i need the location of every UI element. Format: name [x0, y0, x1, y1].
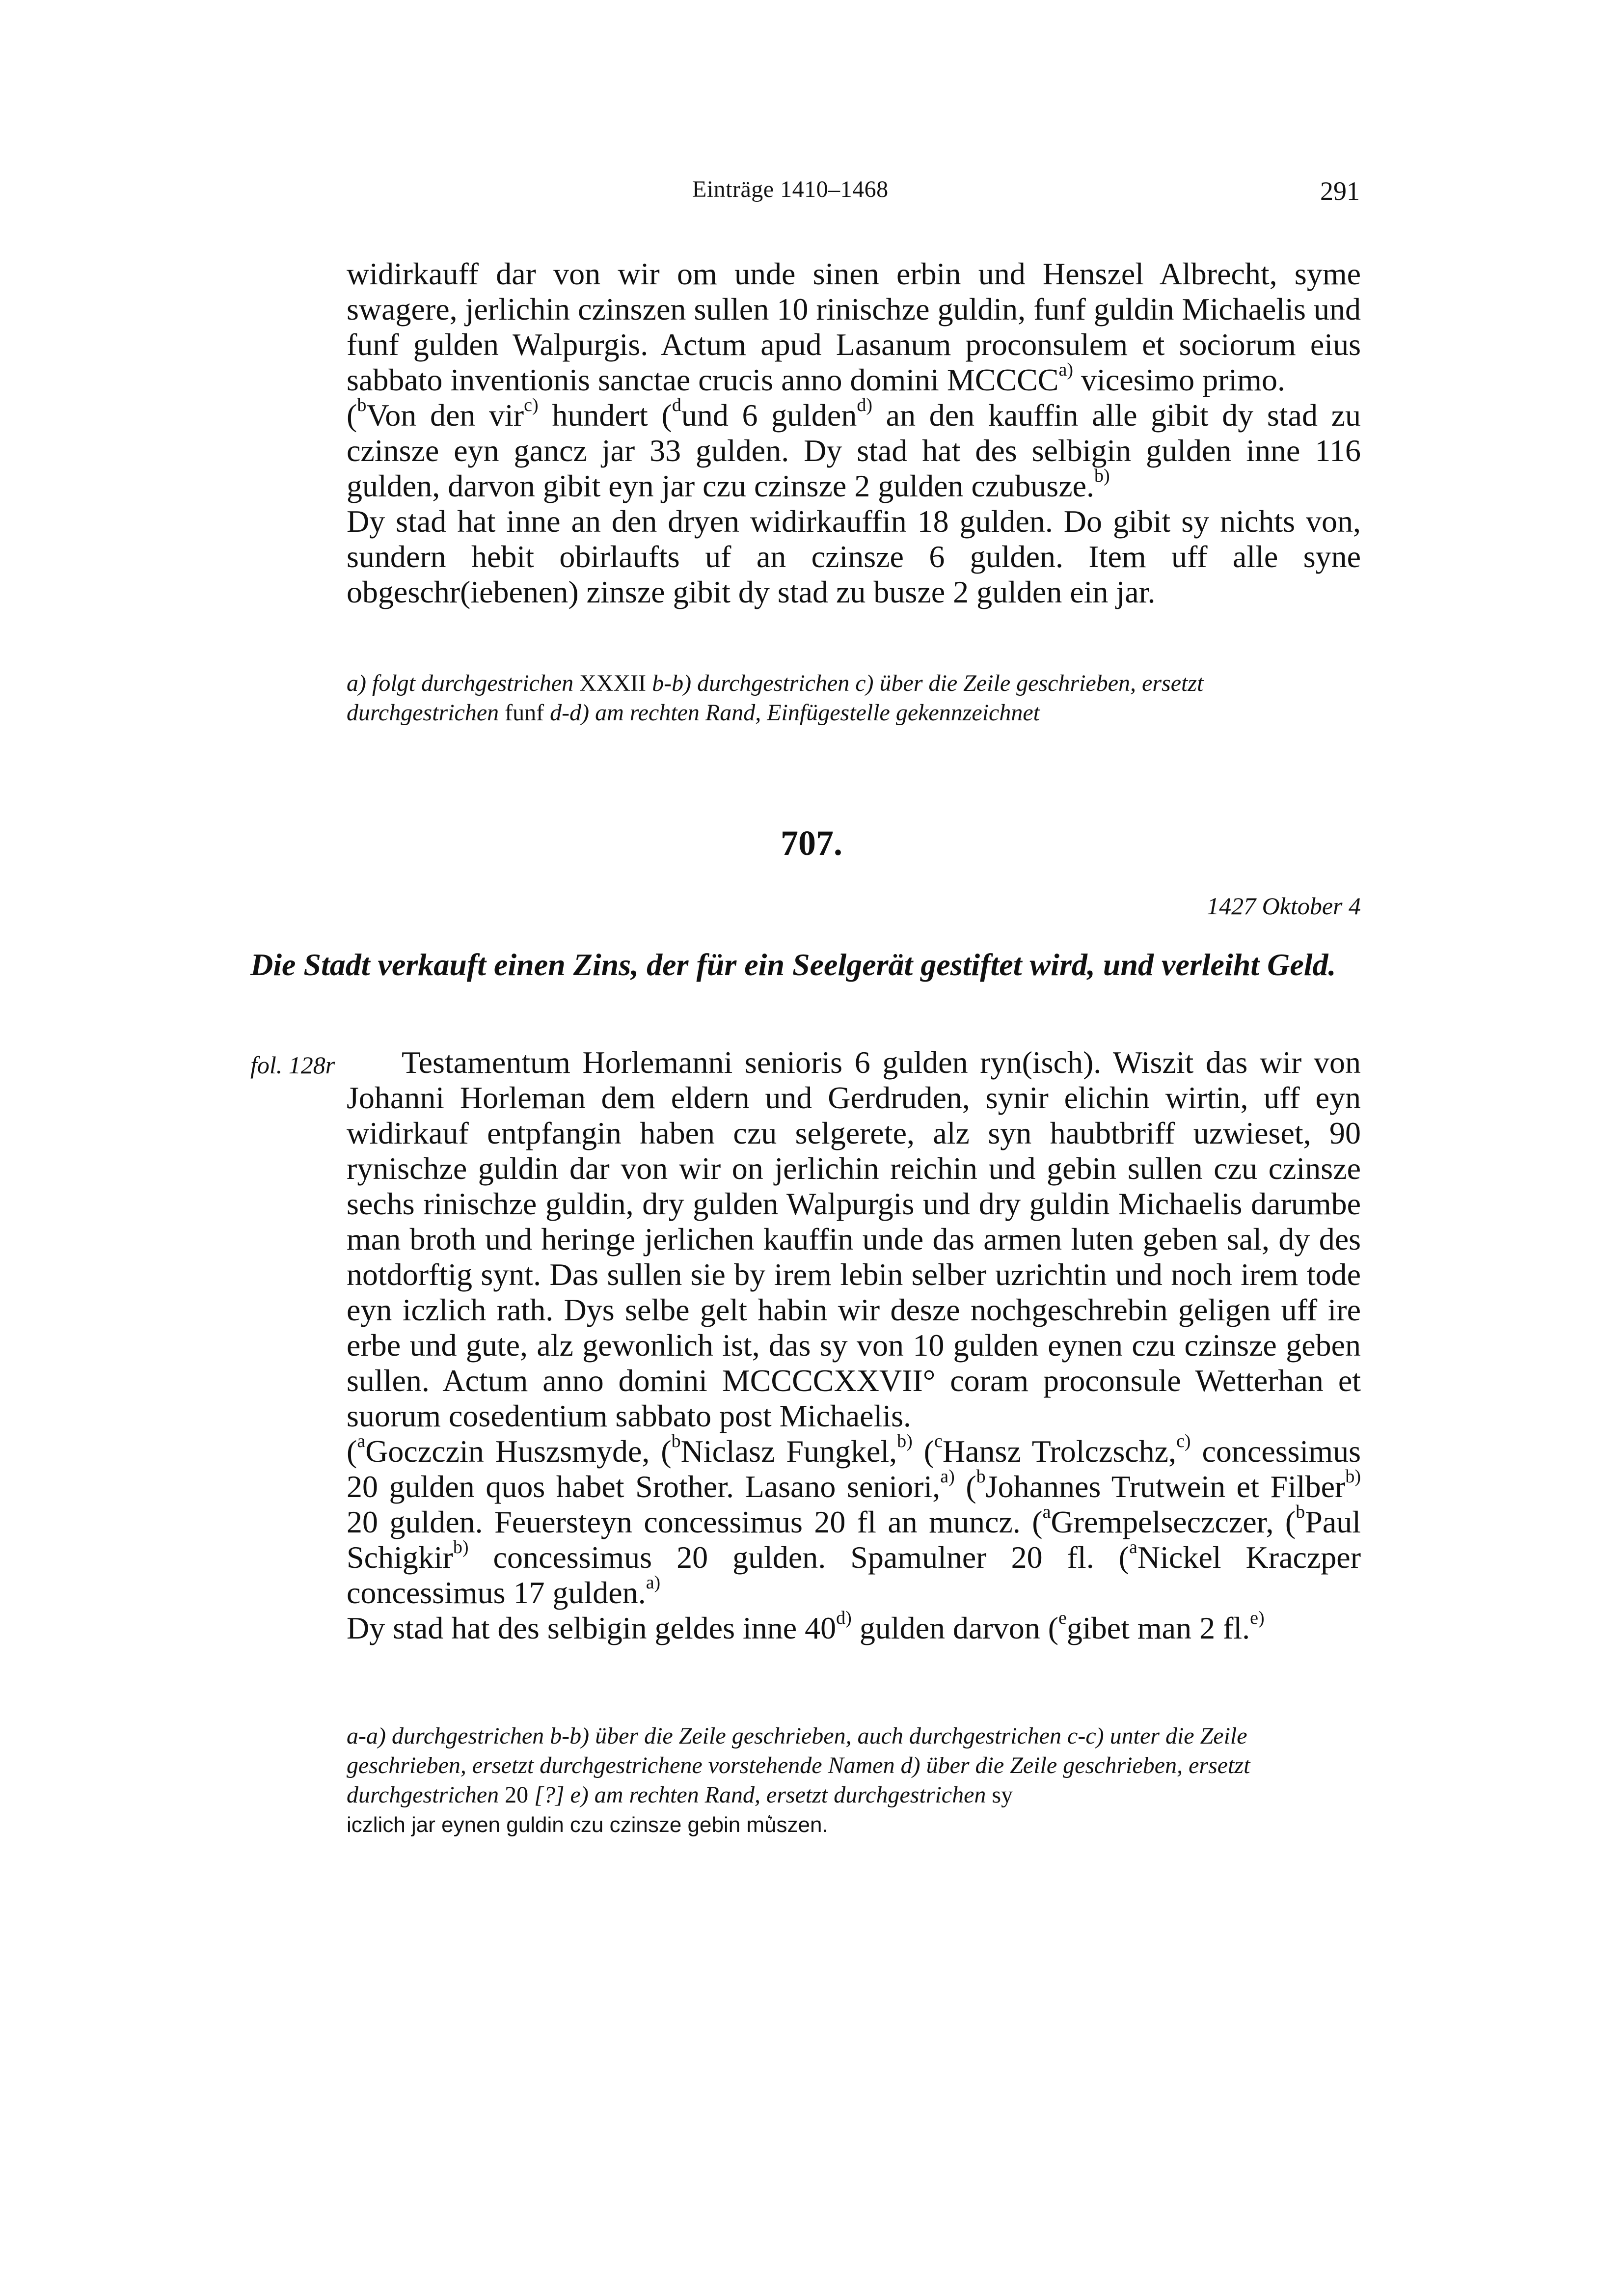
page-header	[692, 176, 1360, 215]
paragraph: Dy stad hat des selbigin geldes inne 40$^{d)}$ gulden darvon ($^e$gibet man 2 fl.$^{e)}$	[347, 1608, 1265, 1645]
entry-title: Die Stadt verkauft einen Zins, der für ein Seelgerät gestiftet wird, und verleiht Geld.	[250, 947, 1336, 982]
footnotes-1: a) folgt durchgestrichen XXXII b-b) durchgestrichen c) über die Zeile geschrieben, ersetzt durchgestrichen funf d-d) am rechten Rand, Einfügestelle gekennzeichnet	[347, 670, 1204, 726]
footnotes-2: a-a) durchgestrichen b-b) über die Zeile geschrieben, auch durchgestrichen c-c) unter die Zeile geschrieben, ersetzt durchgestrichene vorstehende Namen d) über die Zeile geschrieben, ersetzt durchgestrichen 20 [?] e) am rechten Rand, ersetzt durchgestrichen sy iczlich jar eynen guldin czu czinsze gebin mu͛szen.	[347, 1723, 1250, 1837]
running-title: Einträge 1410–1468	[692, 176, 889, 202]
entry-text	[347, 1045, 1361, 1646]
page-number: 291	[1320, 176, 1360, 206]
paragraph: widirkauff dar von wir om unde sinen erbin und Henszel Albrecht, syme swagere, jerlichin czinszen sullen 10 rinischze guldin, funf guldin Michaelis und funf gulden Walpurgis. Actum apud Lasanum proconsulem et sociorum eius sabbato inventionis sanctae crucis anno domini MCCCC$^{a)}$ vicesimo primo.	[347, 256, 1361, 397]
folio-reference: fol. 128r	[250, 1051, 335, 1079]
entry-number: 707.	[781, 823, 842, 863]
paragraph: Dy stad hat inne an den dryen widirkauffin 18 gulden. Do gibit sy nichts von, sundern hebit obirlaufts uf an czinsze 6 gulden. Item uff alle syne obgeschr(iebenen) zinsze gibit dy stad zu busze 2 gulden ein jar.	[347, 504, 1361, 609]
paragraph: Testamentum Horlemanni senioris 6 gulden ryn(isch). Wiszit das wir von Johanni Horleman dem eldern und Gerdruden, synir elichin wirtin, uff eyn widirkauf entpfangin haben czu selgerete, alz syn haubtbriff uzwieset, 90 rynischze guldin dar von wir on jerlichin reichin und gebin sullen czu czinsze sechs rinischze guldin, dry gulden Walpurgis und dry guldin Michaelis darumbe man broth und heringe jerlichen kauffin unde das armen luten geben sal, dy des notdorftig synt. Das sullen sie by irem lebin selber uzrichtin und noch irem tode eyn iczlich rath. Dys selbe gelt habin wir desze nochgeschrebin geligen uff ire erbe und gute, alz gewonlich ist, das sy von 10 gulden eynen czu czinsze geben sullen. Actum anno domini MCCCCXXVII° coram proconsule Wetterhan et suorum cosedentium sabbato post Michaelis.	[347, 1045, 1361, 1433]
previous-entry-text	[347, 256, 1361, 610]
paragraph: ($^b$Von den vir$^{c)}$ hundert ($^d$und 6 gulden$^{d)}$ an den kauffin alle gibit dy stad zu czinsze eyn gancz jar 33 gulden. Dy stad hat des selbigin gulden inne 116 gulden, darvon gibit eyn jar czu czinsze 2 gulden czubusze.$^{b)}$	[347, 395, 1361, 503]
paragraph: ($^a$Goczczin Huszsmyde, ($^b$Niclasz Fungkel,$^{b)}$ ($^c$Hansz Trolczschz,$^{c)}$ concessimus 20 gulden quos habet Srother. Lasano seniori,$^{a)}$ ($^b$Johannes Trutwein et Filber$^{b)}$ 20 gulden. Feuersteyn concessimus 20 fl an muncz. ($^a$Grempelseczczer, ($^b$Paul Schigkir$^{b)}$ concessimus 20 gulden. Spamulner 20 fl. ($^a$Nickel Kraczper concessimus 17 gulden.$^{a)}$	[347, 1431, 1361, 1610]
entry-date: 1427 Oktober 4	[1207, 892, 1361, 920]
